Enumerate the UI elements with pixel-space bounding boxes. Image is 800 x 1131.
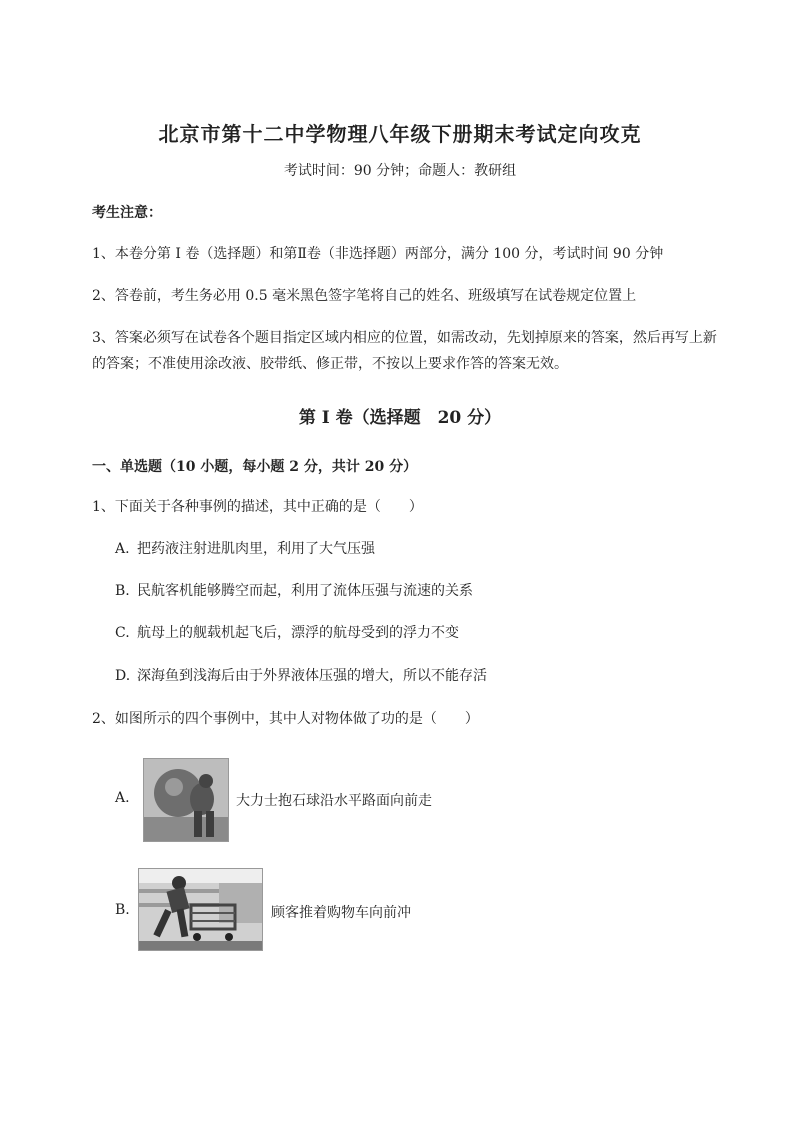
strongman-photo-icon (143, 758, 229, 842)
option-text: 深海鱼到浅海后由于外界液体压强的增大，所以不能存活 (137, 668, 487, 684)
question-1-option-d[interactable] (115, 664, 487, 688)
notice-item-3-cont: 的答案；不准使用涂改液、胶带纸、修正带，不按以上要求作答的答案无效。 (92, 356, 568, 372)
question-1-option-a[interactable] (115, 537, 375, 561)
section-title: 第 I 卷（选择题 20 分） (298, 408, 502, 428)
page-subtitle: 考试时间：90 分钟；命题人：教研组 (283, 163, 517, 179)
question-1-option-b[interactable] (115, 579, 473, 603)
notice-item-3: 3、答案必须写在试卷各个题目指定区域内相应的位置，如需改动，先划掉原来的答案，然后再写上新 (92, 330, 717, 346)
question-2-option-b-letter[interactable]: B. (115, 902, 130, 918)
option-letter: D. (115, 668, 131, 684)
part-heading: 一、单选题（10 小题，每小题 2 分，共计 20 分） (92, 459, 418, 475)
notice-item-1: 1、本卷分第 I 卷（选择题）和第Ⅱ卷（非选择题）两部分，满分 100 分，考试时间 90 分钟 (92, 246, 664, 262)
question-1-stem: 1、下面关于各种事例的描述，其中正确的是（ ） (92, 499, 423, 515)
question-2-option-a-letter[interactable]: A. (115, 790, 130, 806)
option-letter: A. (115, 541, 130, 557)
shopping-cart-photo-icon (138, 868, 263, 951)
option-text: 民航客机能够腾空而起，利用了流体压强与流速的关系 (137, 583, 473, 599)
option-letter: C. (115, 625, 130, 641)
notice-item-2: 2、答卷前，考生务必用 0.5 毫米黑色签字笔将自己的姓名、班级填写在试卷规定位置上 (92, 288, 637, 304)
page-title: 北京市第十二中学物理八年级下册期末考试定向攻克 (158, 122, 642, 146)
question-2-stem: 2、如图所示的四个事例中，其中人对物体做了功的是（ ） (92, 711, 479, 727)
option-letter: B. (115, 583, 130, 599)
question-2-option-a-text: 大力士抱石球沿水平路面向前走 (236, 793, 432, 809)
notice-heading: 考生注意： (92, 205, 162, 221)
question-1-option-c[interactable] (115, 621, 459, 645)
option-text: 把药液注射进肌肉里，利用了大气压强 (137, 541, 375, 557)
option-text: 航母上的舰载机起飞后，漂浮的航母受到的浮力不变 (137, 625, 459, 641)
question-2-option-b-text: 顾客推着购物车向前冲 (271, 905, 411, 921)
